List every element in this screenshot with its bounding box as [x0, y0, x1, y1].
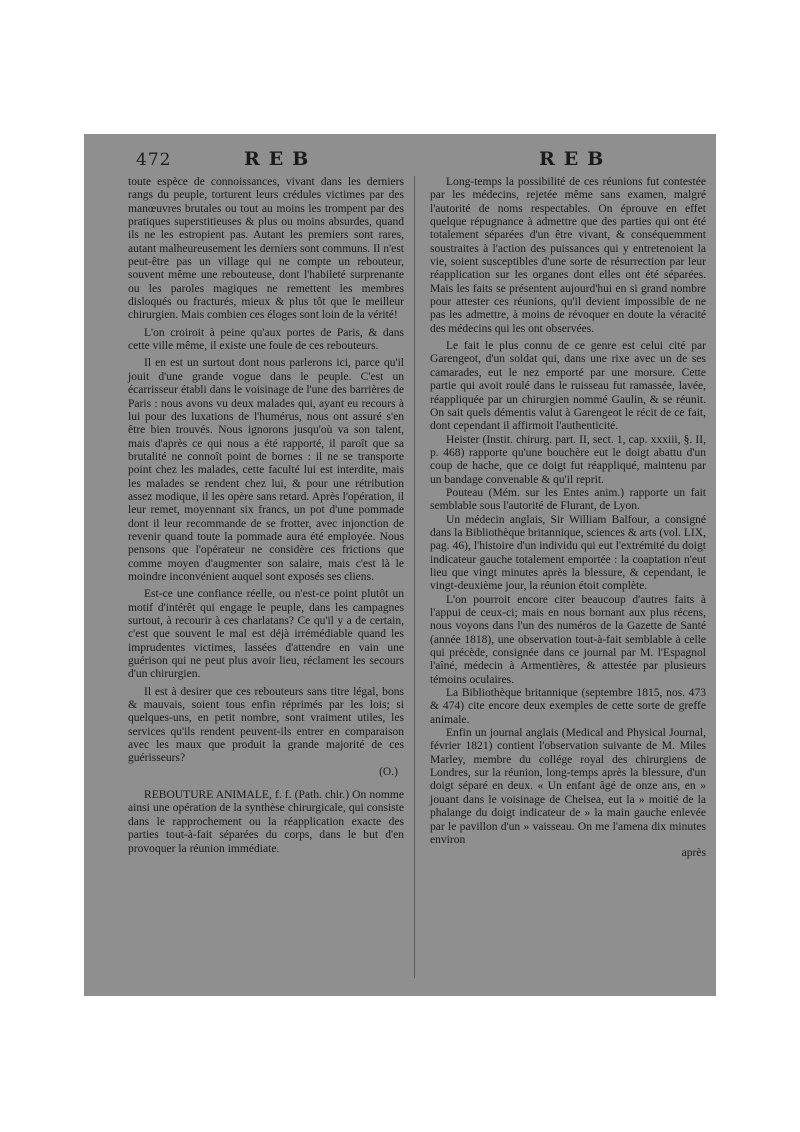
running-head-left: REB: [244, 148, 318, 170]
column-divider: [414, 176, 415, 978]
paragraph: L'on croiroit à peine qu'aux portes de Paris, & dans cette ville même, il existe une foule de ces rebouteurs.: [128, 326, 404, 353]
author-signature: (O.): [379, 765, 398, 778]
paragraph: toute espèce de connoissances, vivant dans les derniers rangs du peuple, torturent leurs crédules victimes par des manœuvres brutales ou tout au moins les trompent par des pratiques superstitieuses & plus ou moins absurdes, quand ils ne les estropient pas. Autant les premiers sont rares, autant malheureusement les derniers sont communs. Il n'est peut-être pas un village qui ne compte un rebouteur, souvent même une rebouteuse, dont l'habileté surprenante ou les paroles magiques ne remettent les membres disloqués ou fracturés, mieux & plus tôt que le meilleur chirurgien. Mais combien ces éloges sont loin de la vérité!: [128, 176, 404, 322]
paragraph: La Bibliothèque britannique (septembre 1815, nos. 473 & 474) cite encore deux exemples de cette sorte de greffe animale.: [430, 687, 706, 726]
left-column: [128, 176, 404, 856]
entry-rebouture-animale: REBOUTURE ANIMALE, f. f. (Path. chir.) On nomme ainsi une opération de la synthèse chirurgicale, qui consiste dans le rapprochement ou la réapplication exacte des parties tout-à-fait séparées du corps, dans le but d'en provoquer la réunion immédiate.: [128, 789, 404, 855]
paragraph: L'on pourroit encore citer beaucoup d'autres faits à l'appui de ceux-ci; mais en nous bornant aux plus récens, nous voyons dans l'un des numéros de la Gazette de Santé (année 1818), une observation tout-à-fait semblable à celle qui précède, consignée dans ce journal par M. l'Espagnol l'aîné, médecin à Armentières, & attestée par plusieurs témoins oculaires.: [430, 593, 706, 686]
paragraph: Un médecin anglais, Sir William Balfour, a consigné dans la Bibliothèque britannique, sciences & arts (vol. LIX, pag. 46), l'histoire d'un individu qui eut l'extrémité du doigt indicateur gauche totalement emportée : la coaptation n'eut lieu que vingt minutes après la blessure, & cependant, le vingt-deuxième jour, la réunion étoit complète.: [430, 513, 706, 593]
running-head-right: REB: [539, 148, 613, 170]
paragraph: Pouteau (Mém. sur les Entes anim.) rapporte un fait semblable sous l'autorité de Flurant, de Lyon.: [430, 486, 706, 513]
right-column: [430, 176, 706, 861]
paragraph: Le fait le plus connu de ce genre est celui cité par Garengeot, d'un soldat qui, dans une rixe avec un de ses camarades, eut le nez emporté par une morsure. Cette partie qui avoit roulé dans le ruisseau fut ramassée, lavée, réappliquée par un chirurgien nommé Gaulin, & se réunit. On sait quels démentis valut à Garengeot le récit de ce fait, dont cependant il affirmoit l'authenticité.: [430, 340, 706, 433]
scanned-page: [84, 134, 716, 996]
paragraph: Enfin un journal anglais (Medical and Physical Journal, février 1821) contient l'observation suivante de M. Miles Marley, membre du collége royal des chirurgiens de Londres, sur la réunion, long-temps après la blessure, d'un doigt séparé en deux. « Un enfant âgé de onze ans, en » jouant dans le voisinage de Chelsea, eut la » moitié de la phalange du doigt indicateur de » la main gauche enlevée par le pavillon d'un » vaisseau. On me l'amena dix minutes environ: [430, 727, 706, 846]
catchword: après: [681, 847, 706, 860]
paragraph: Heister (Instit. chirurg. part. II, sect. 1, cap. xxxiii, §. II, p. 468) rapporte qu'une bouchère eut le doigt abattu d'un coup de hache, que ce doigt fut réappliqué, maintenu par un bandage convenable & qu'il reprit.: [430, 433, 706, 486]
page-number: 472: [136, 150, 172, 170]
paragraph: Est-ce une confiance réelle, ou n'est-ce point plutôt un motif d'intérêt qui engage le peuple, dans les campagnes surtout, à recourir à ces charlatans? Ce qu'il y a de certain, c'est que souvent le mal est déjà irrémédiable quand les imprudentes victimes, lassées d'attendre en vain une guérison qui ne peut plus avoir lieu, réclament les secours d'un chirurgien.: [128, 588, 404, 681]
paragraph: Il est à desirer que ces rebouteurs sans titre légal, bons & mauvais, soient tous enfin réprimés par les lois; si quelques-uns, en petit nombre, sont vraiment utiles, les services qu'ils rendent peuvent-ils entrer en comparaison avec les maux que produit la grande majorité de ces guérisseurs?: [128, 685, 404, 765]
paragraph: Il en est un surtout dont nous parlerons ici, parce qu'il jouit d'une grande vogue dans le peuple. C'est un écarrisseur établi dans le voisinage de l'une des barrières de Paris : nous avons vu deux malades qui, ayant eu recours à lui pour des luxations de l'humérus, nous ont assuré s'en être bien trouvés. Nous ignorons jusqu'où va son talent, mais d'après ce qui nous a été rapporté, il paroît que sa brutalité ne connoît point de bornes : il ne se transporte point chez les malades, cette faculté lui est interdite, mais les malades se rendent chez lui, & pour une rétribution assez modique, il les opère sans retard. Après l'opération, il leur remet, moyennant six francs, un pot d'une pommade dont il leur recommande de se frotter, avec injonction de revenir quand toute la pommade aura été employée. Nous pensons que l'opérateur ne considère ces frictions que comme moyen d'augmenter son salaire, mais c'est là le moindre inconvénient auquel sont exposés ses cliens.: [128, 357, 404, 583]
paragraph: Long-temps la possibilité de ces réunions fut contestée par les médecins, rejetée même sans examen, malgré l'autorité de noms respectables. On éprouve en effet quelque répugnance à admettre que des parties qui ont été totalement séparées d'un être vivant, & conséquemment soustraites à l'action des puissances qui y entretenoient la vie, soient susceptibles d'une sorte de résurrection par leur réapplication sur les organes dont elles ont été séparées. Mais les faits se présentent aujourd'hui en si grand nombre pour attester ces réunions, qu'il devient impossible de ne pas les admettre, à moins de révoquer en doute la véracité des médecins qui les ont observées.: [430, 176, 706, 335]
